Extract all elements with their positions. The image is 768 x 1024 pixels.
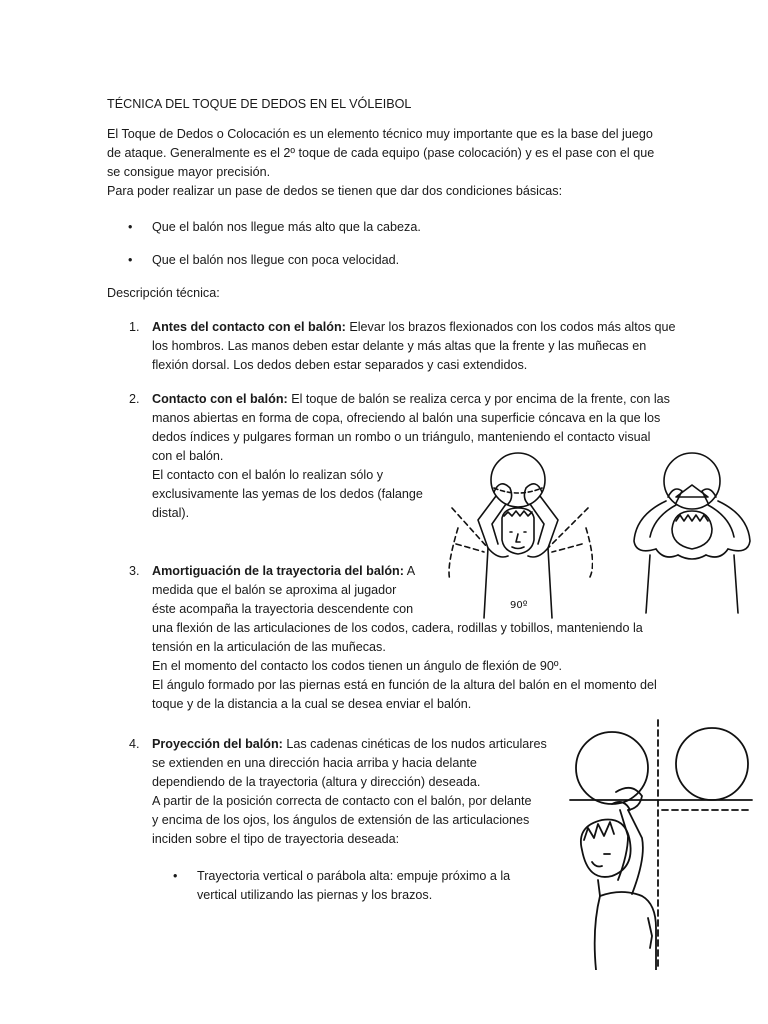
step-line: En el momento del contacto los codos tienen un ángulo de flexión de 90º. — [152, 659, 562, 673]
figure-projection — [562, 718, 754, 970]
step-line: toque y de la distancia a la cual se desea enviar el balón. — [152, 697, 472, 711]
step-line: Contacto con el balón: El toque de balón se realiza cerca y por encima de la frente, con las — [152, 392, 670, 406]
step-line: A partir de la posición correcta de contacto con el balón, por delante — [152, 794, 532, 808]
player-back-illustration-icon — [620, 445, 760, 615]
document-title: TÉCNICA DEL TOQUE DE DEDOS EN EL VÓLEIBOL — [107, 97, 412, 111]
condition-item — [128, 251, 400, 270]
step-line: una flexión de las articulaciones de los codos, cadera, rodillas y tobillos, manteniendo la — [152, 621, 643, 635]
step-line: los hombros. Las manos deben estar delante y más altas que la frente y las muñecas en — [152, 339, 647, 353]
projection-illustration-icon — [562, 718, 754, 970]
description-heading: Descripción técnica: — [107, 286, 220, 300]
step-line: El ángulo formado por las piernas está en función de la altura del balón en el momento del — [152, 678, 657, 692]
bullet-icon: • — [128, 253, 133, 267]
intro-paragraph — [107, 125, 667, 201]
intro-line: Para poder realizar un pase de dedos se tienen que dar dos condiciones básicas: — [107, 184, 563, 198]
player-illustration-icon — [448, 448, 593, 620]
step-line: inciden sobre el tipo de trayectoria deseada: — [152, 832, 400, 846]
step-line: tensión en la articulación de las muñecas. — [152, 640, 386, 654]
condition-text: Que el balón nos llegue con poca velocidad. — [152, 253, 400, 267]
figure-contact-front — [448, 448, 593, 620]
step-line: El contacto con el balón lo realizan sólo y — [152, 468, 384, 482]
intro-line: de ataque. Generalmente es el 2º toque de cada equipo (pase colocación) y es el pase con el que — [107, 146, 655, 160]
intro-line: El Toque de Dedos o Colocación es un elemento técnico muy importante que es la base del juego — [107, 127, 653, 141]
trajectory-line: Trayectoria vertical o parábola alta: empuje próximo a la — [197, 869, 511, 883]
trajectory-line: vertical utilizando las piernas y los brazos. — [197, 888, 433, 902]
step-line: distal). — [152, 506, 190, 520]
step-number: 3. — [129, 564, 140, 578]
step-title: Proyección del balón: — [152, 737, 283, 751]
angle-label: 90º — [510, 600, 528, 611]
step-title: Contacto con el balón: — [152, 392, 288, 406]
step-number: 4. — [129, 737, 140, 751]
step-4 — [152, 735, 547, 849]
intro-line: se consigue mayor precisión. — [107, 165, 271, 179]
step-title: Amortiguación de la trayectoria del balón: — [152, 564, 404, 578]
step-line: y encima de los ojos, los ángulos de extensión de las articulaciones — [152, 813, 530, 827]
bullet-icon: • — [128, 220, 133, 234]
step-line: se extienden en una dirección hacia arriba y hacia delante — [152, 756, 477, 770]
step-line: Antes del contacto con el balón: Elevar los brazos flexionados con los codos más altos que — [152, 320, 676, 334]
step-line: manos abiertas en forma de copa, ofreciendo al balón una superficie cóncava en la que los — [152, 411, 661, 425]
step-line: medida que el balón se aproxima al jugador — [152, 583, 397, 597]
condition-text: Que el balón nos llegue más alto que la cabeza. — [152, 220, 421, 234]
step-title: Antes del contacto con el balón: — [152, 320, 346, 334]
figure-contact-back — [620, 445, 760, 615]
step-line: flexión dorsal. Los dedos deben estar separados y casi extendidos. — [152, 358, 528, 372]
step-1 — [152, 318, 676, 375]
trajectory-item — [173, 867, 511, 905]
step-number: 2. — [129, 392, 140, 406]
step-line: Proyección del balón: Las cadenas cinéticas de los nudos articulares — [152, 737, 547, 751]
step-line: dependiendo de la trayectoria (altura y dirección) deseada. — [152, 775, 481, 789]
bullet-icon: • — [173, 869, 178, 883]
step-number: 1. — [129, 320, 140, 334]
condition-item — [128, 218, 421, 237]
step-line: Amortiguación de la trayectoria del balón: A — [152, 564, 416, 578]
step-line: con el balón. — [152, 449, 224, 463]
step-line: éste acompaña la trayectoria descendente con — [152, 602, 414, 616]
step-line: exclusivamente las yemas de los dedos (falange — [152, 487, 423, 501]
step-line: dedos índices y pulgares forman un rombo o un triángulo, manteniendo el contacto visual — [152, 430, 651, 444]
